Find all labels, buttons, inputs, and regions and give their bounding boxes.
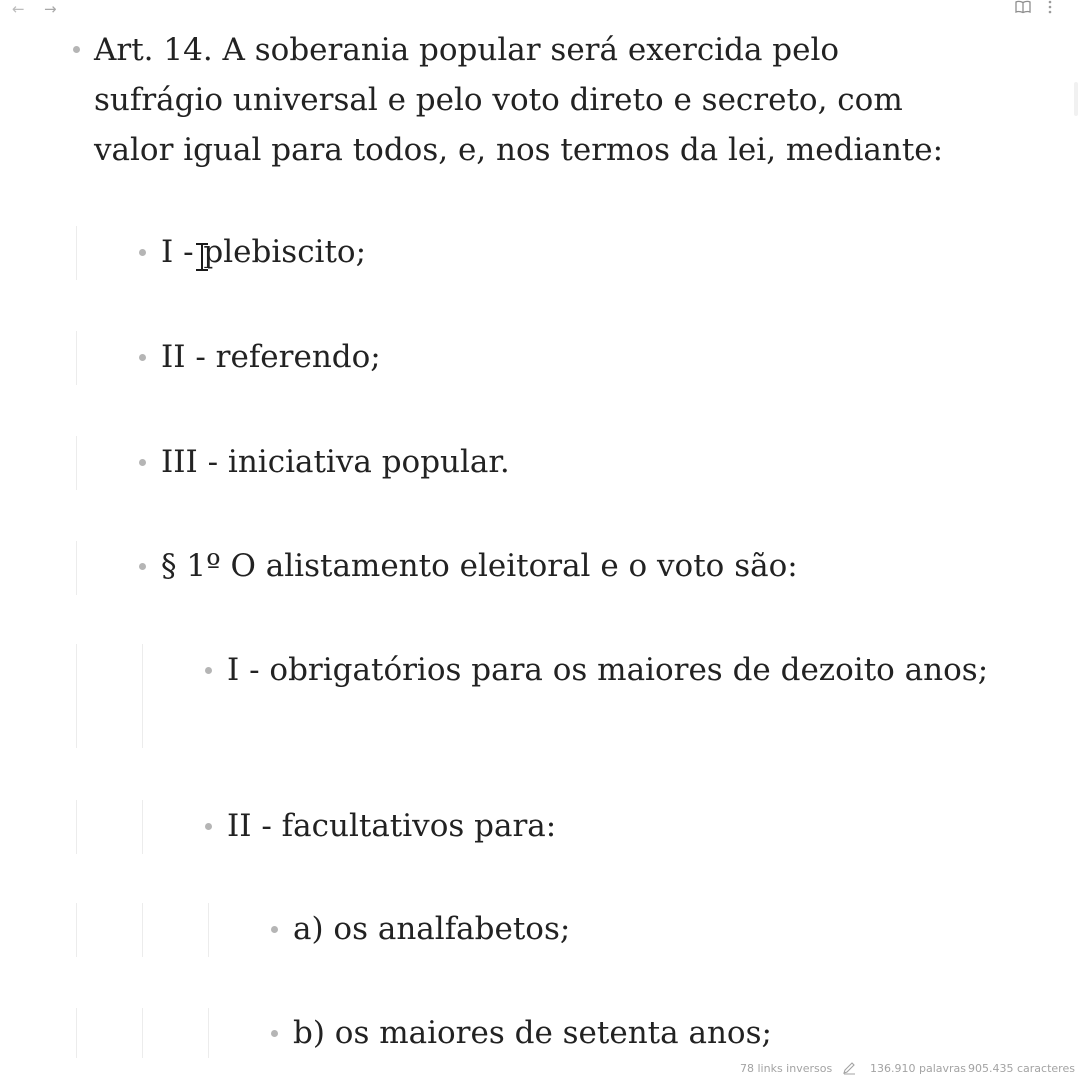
article-text: Art. 14. A soberania popular será exercida pelo sufrágio universal e pelo voto direto e secreto, com valor igual para todos, e, nos termos da lei, mediante: xyxy=(94,32,944,168)
bullet-icon[interactable] xyxy=(139,563,146,570)
status-bar xyxy=(728,1058,1080,1080)
indent-guide xyxy=(76,1008,77,1058)
indent-guide xyxy=(76,903,77,957)
bullet-icon[interactable] xyxy=(205,667,212,674)
paragrafo-inciso-2-text: II - facultativos para: xyxy=(227,808,557,844)
indent-guide xyxy=(208,1008,209,1058)
bullet-icon[interactable] xyxy=(73,46,80,53)
text-cursor-icon xyxy=(193,242,211,272)
indent-guide xyxy=(208,903,209,957)
edit-mode-icon xyxy=(842,1061,856,1075)
list-item-article[interactable] xyxy=(94,25,974,175)
bullet-icon[interactable] xyxy=(271,1030,278,1037)
inciso-3-text: III - iniciativa popular. xyxy=(161,444,510,480)
bullet-icon[interactable] xyxy=(139,249,146,256)
character-count: 905.435 caracteres xyxy=(968,1062,1075,1075)
list-item-alinea-a[interactable] xyxy=(293,904,570,954)
bullet-icon[interactable] xyxy=(139,459,146,466)
list-item-inciso-2[interactable] xyxy=(161,332,381,382)
bullet-icon[interactable] xyxy=(205,823,212,830)
word-count: 136.910 palavras xyxy=(870,1062,967,1075)
bullet-icon[interactable] xyxy=(139,354,146,361)
list-item-paragrafo-inciso-1[interactable] xyxy=(227,645,988,695)
list-item-paragrafo-inciso-2[interactable] xyxy=(227,801,556,851)
indent-guide xyxy=(142,644,143,748)
indent-guide xyxy=(76,331,77,385)
inciso-2-text: II - referendo; xyxy=(161,339,381,375)
scrollbar-thumb[interactable] xyxy=(1074,82,1078,116)
indent-guide xyxy=(76,226,77,280)
list-item-paragrafo[interactable] xyxy=(161,541,798,591)
list-item-inciso-1[interactable] xyxy=(161,227,366,277)
alinea-a-text: a) os analfabetos; xyxy=(293,911,571,947)
indent-guide xyxy=(142,1008,143,1058)
backlinks-count[interactable]: 78 links inversos xyxy=(740,1062,833,1075)
indent-guide xyxy=(76,436,77,490)
inciso-1-text: I - plebiscito; xyxy=(161,234,367,270)
indent-guide xyxy=(76,541,77,595)
indent-guide xyxy=(76,644,77,748)
bullet-icon[interactable] xyxy=(271,926,278,933)
pencil-icon[interactable] xyxy=(842,1061,856,1080)
indent-guide xyxy=(76,800,77,854)
indent-guide xyxy=(142,800,143,854)
paragrafo-inciso-1-text: I - obrigatórios para os maiores de dezoito anos; xyxy=(227,652,989,688)
forward-arrow-icon[interactable]: → xyxy=(44,0,57,18)
paragrafo-text: § 1º O alistamento eleitoral e o voto são: xyxy=(161,548,798,584)
back-arrow-icon[interactable]: ← xyxy=(12,0,25,18)
list-item-inciso-3[interactable] xyxy=(161,437,510,487)
indent-guide xyxy=(142,903,143,957)
list-item-alinea-b[interactable] xyxy=(293,1008,772,1058)
alinea-b-text: b) os maiores de setenta anos; xyxy=(293,1015,772,1051)
